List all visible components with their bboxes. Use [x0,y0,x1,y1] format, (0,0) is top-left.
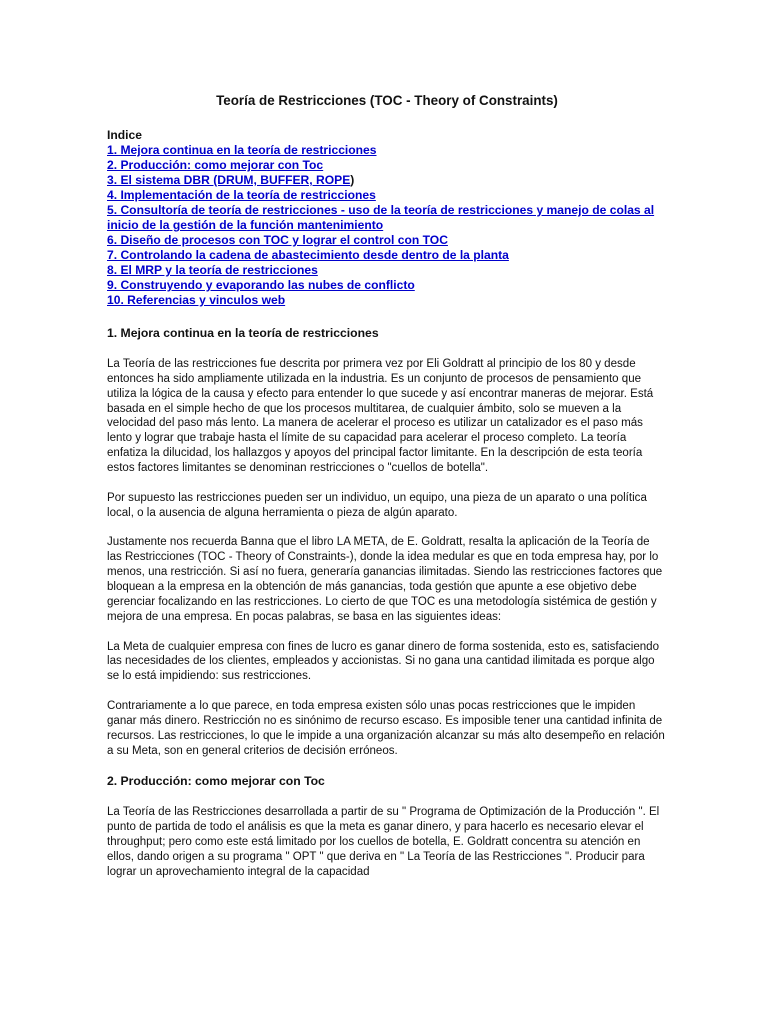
document-title: Teoría de Restricciones (TOC - Theory of Constraints) [216,93,558,108]
section-mejora-continua [107,325,667,758]
document-page [107,92,667,895]
paragraph: Por supuesto las restricciones pueden ser un individuo, un equipo, una pieza de un aparato o una política local, o la ausencia de alguna herramienta o pieza de algún aparato. [107,491,647,519]
toc-link-1[interactable]: 1. Mejora continua en la teoría de restricciones [107,143,377,157]
paragraph: La Teoría de las Restricciones desarrollada a partir de su " Programa de Optimización de la Producción ". El punto de partida de todo el análisis es que la meta es ganar dinero, y para hacerlo es necesario elevar el throughput; pero como este está limitado por los cuellos de botella, E. Goldratt concentra su atención en ellos, dando origen a su programa " OPT " que deriva en " La Teoría de las Restricciones ". Producir para lograr un aprovechamiento integral de la capacidad [107,806,660,878]
paragraph: La Meta de cualquier empresa con fines de lucro es ganar dinero de forma sostenida, esto es, satisfaciendo las necesidades de los clientes, empleados y accionistas. Si no gana una cantidad ilimitada es porque algo se lo está impidiendo: sus restricciones. [107,640,660,683]
section-heading: 1. Mejora continua en la teoría de restricciones [107,326,379,340]
toc-link-4[interactable]: 4. Implementación de la teoría de restricciones [107,188,376,202]
toc-item [107,173,667,188]
toc-heading: Indice [107,128,142,142]
toc-link-3[interactable]: 3. El sistema DBR (DRUM, BUFFER, ROPE [107,173,351,187]
toc-item [107,188,667,203]
toc-link-9[interactable]: 9. Construyendo y evaporando las nubes de conflicto [107,278,415,292]
toc-link-2[interactable]: 2. Producción: como mejorar con Toc [107,158,324,172]
section-produccion [107,773,667,879]
toc-link-6[interactable]: 6. Diseño de procesos con TOC y lograr el control con TOC [107,233,448,247]
paragraph: La Teoría de las restricciones fue descrita por primera vez por Eli Goldratt al principio de los 80 y desde entonces ha sido ampliamente utilizada en la industria. Es un conjunto de procesos de pensamiento que utiliza la lógica de la causa y efecto para entender lo que sucede y así encontrar maneras de mejorar. Está basada en el simple hecho de que los procesos multitarea, de cualquier ámbito, solo se mueven a la velocidad del paso más lento. La manera de acelerar el proceso es utilizar un catalizador es el paso más lento y lograr que trabaje hasta el límite de su capacidad para acelerar el proceso completo. La teoría enfatiza la dilucidad, los hallazgos y apoyos del principal factor limitante. En la descripción de esta teoría estos factores limitantes se denominan restricciones o "cuellos de botella". [107,358,654,474]
toc-link-5[interactable]: 5. Consultoría de teoría de restricciones - uso de la teoría de restricciones y manejo de colas al inicio de la gestión de la función mantenimiento [107,203,655,232]
toc-item [107,233,667,248]
toc-item [107,203,667,233]
toc-item [107,158,667,173]
toc-item [107,248,667,263]
toc-link-10[interactable]: 10. Referencias y vinculos web [107,293,286,307]
paragraph: Justamente nos recuerda Banna que el libro LA META, de E. Goldratt, resalta la aplicación de la Teoría de las Restricciones (TOC - Theory of Constraints-), donde la idea medular es que en toda empresa hay, por lo menos, una restricción. Si así no fuera, generaría ganancias ilimitadas. Siendo las restricciones factores que bloquean a la empresa en la obtención de más ganancias, toda gestión que apunte a ese objetivo debe gerenciar focalizando en las restricciones. Lo cierto de que TOC es una metodología sistémica de gestión y mejora de una empresa. En pocas palabras, se basa en las siguientes ideas: [107,536,663,623]
toc-link-7[interactable]: 7. Controlando la cadena de abastecimiento desde dentro de la planta [107,248,509,262]
paragraph: Contrariamente a lo que parece, en toda empresa existen sólo unas pocas restricciones que le impiden ganar más dinero. Restricción no es sinónimo de recurso escaso. Es imposible tener una cantidad infinita de recursos. Las restricciones, lo que le impide a una organización alcanzar su más alto desempeño en relación a su Meta, son en general criterios de decisión erróneos. [107,700,665,757]
toc-item [107,263,667,278]
toc-item [107,278,667,293]
toc-item [107,293,667,308]
table-of-contents [107,128,667,308]
toc-link-8[interactable]: 8. El MRP y la teoría de restricciones [107,263,318,277]
toc-item [107,143,667,158]
section-heading: 2. Producción: como mejorar con Toc [107,774,325,789]
toc-list [107,143,667,308]
toc-link-suffix: ) [350,173,355,187]
